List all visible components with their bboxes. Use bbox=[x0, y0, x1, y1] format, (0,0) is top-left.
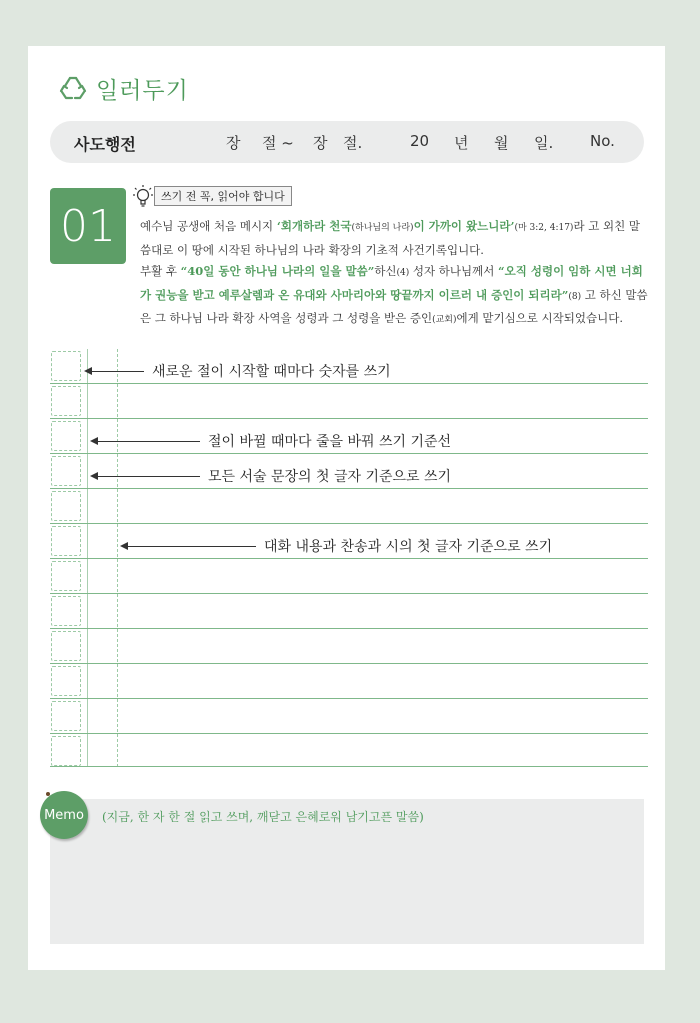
instruction-reference: (4) bbox=[396, 268, 410, 279]
tip-label: 쓰기 전 꼭, 읽어야 합니다 bbox=[154, 186, 292, 206]
guide-arrow-narrative bbox=[90, 466, 451, 486]
lightbulb-icon bbox=[132, 183, 154, 209]
verse-number-box[interactable] bbox=[51, 631, 81, 661]
instruction-note: (교회) bbox=[432, 315, 457, 326]
number-label: No. bbox=[590, 132, 615, 150]
verse-number-box[interactable] bbox=[51, 701, 81, 731]
pin-icon bbox=[46, 792, 50, 796]
rule-line bbox=[50, 628, 648, 629]
instruction-segment: 부활 후 bbox=[140, 264, 181, 279]
verse-number-box[interactable] bbox=[51, 561, 81, 591]
guide-arrow-verse-number bbox=[84, 361, 391, 381]
page-sheet bbox=[28, 46, 665, 970]
instruction-segment: 고 하신 말씀은 그 하나님 나라 확장 사역을 성령과 그 성령을 받은 증인 bbox=[140, 287, 648, 326]
rule-line bbox=[50, 488, 648, 489]
chapter-end-label: 장 bbox=[313, 134, 328, 152]
arrow-shaft bbox=[98, 441, 200, 442]
instruction-highlight: 이 가까이 왔느니라’ bbox=[413, 219, 515, 233]
guide-arrow-dialogue bbox=[120, 536, 552, 556]
writing-grid bbox=[50, 349, 650, 767]
instruction-highlight: ‘회개하라 천국 bbox=[276, 219, 352, 233]
year-prefix: 20 bbox=[410, 132, 430, 150]
rule-line bbox=[50, 523, 648, 524]
rule-line bbox=[50, 698, 648, 699]
year-label: 년 bbox=[454, 134, 469, 152]
verse-number-box[interactable] bbox=[51, 386, 81, 416]
instruction-highlight: “40일 동안 하나님 나라의 일을 말씀” bbox=[180, 264, 375, 279]
guide-label: 대화 내용과 찬송과 시의 첫 글자 기준으로 쓰기 bbox=[264, 539, 553, 555]
arrow-head-icon bbox=[90, 437, 98, 445]
memo-note: (지금, 한 자 한 절 읽고 쓰며, 깨닫고 은혜로워 남기고픈 말씀) bbox=[102, 810, 424, 824]
header bbox=[58, 72, 189, 104]
guide-arrow-line-break bbox=[90, 431, 451, 451]
verse-number-box[interactable] bbox=[51, 736, 81, 766]
arrow-head-icon bbox=[90, 472, 98, 480]
rule-line bbox=[50, 558, 648, 559]
verse-number-box[interactable] bbox=[51, 596, 81, 626]
arrow-shaft bbox=[92, 371, 144, 372]
info-bar bbox=[50, 121, 644, 163]
instruction-segment: 예수님 공생애 처음 메시지 bbox=[140, 219, 277, 233]
verse-number-box[interactable] bbox=[51, 351, 81, 381]
page-title: 일러두기 bbox=[96, 77, 189, 104]
rule-line bbox=[50, 663, 648, 664]
verse-number-box[interactable] bbox=[51, 491, 81, 521]
guide-label: 새로운 절이 시작할 때마다 숫자를 쓰기 bbox=[152, 364, 391, 380]
memo-badge: Memo bbox=[40, 791, 88, 839]
verse-number-box[interactable] bbox=[51, 456, 81, 486]
verse-number-box[interactable] bbox=[51, 526, 81, 556]
verse-end-label: 절. bbox=[343, 134, 363, 152]
verse-number-box[interactable] bbox=[51, 666, 81, 696]
verse-start-label: 절 ~ bbox=[262, 134, 294, 152]
verse-number-box[interactable] bbox=[51, 421, 81, 451]
rule-line bbox=[50, 383, 648, 384]
rule-line bbox=[50, 418, 648, 419]
tip-callout bbox=[132, 183, 292, 209]
instruction-segment: 라 고 외친 말씀대로 이 땅에 시작된 하나님의 나라 확장의 기초적 사건기록입니다. bbox=[140, 219, 640, 257]
month-label: 월 bbox=[494, 134, 509, 152]
instruction-reference: (8) bbox=[568, 291, 582, 302]
instruction-text bbox=[140, 216, 648, 332]
rule-line bbox=[50, 733, 648, 734]
arrow-shaft bbox=[128, 546, 256, 547]
instruction-segment: 성자 하나님께서 bbox=[409, 264, 499, 279]
guide-label: 모든 서술 문장의 첫 글자 기준으로 쓰기 bbox=[208, 469, 452, 485]
rule-line bbox=[50, 766, 648, 767]
instruction-segment: 하신 bbox=[374, 264, 397, 279]
arrow-head-icon bbox=[120, 542, 128, 550]
guide-label: 절이 바뀔 때마다 줄을 바꿔 쓰기 기준선 bbox=[208, 434, 452, 450]
arrow-shaft bbox=[98, 476, 200, 477]
instruction-highlight: “오직 성령이 임하 시면 너희가 권능을 받고 예루살렘과 온 유대와 사마리아와 땅끝까지 이르러 내 증인이 되리라” bbox=[140, 264, 643, 302]
arrow-head-icon bbox=[84, 367, 92, 375]
chapter-start-label: 장 bbox=[226, 134, 241, 152]
recycle-icon bbox=[58, 74, 88, 102]
section-number: 01 bbox=[50, 188, 126, 264]
instruction-reference: (마 3:2, 4:17) bbox=[514, 223, 574, 233]
book-name: 사도행전 bbox=[74, 135, 136, 154]
instruction-note: (하나님의 나라) bbox=[351, 223, 414, 233]
rule-line bbox=[50, 453, 648, 454]
rule-line bbox=[50, 593, 648, 594]
instruction-segment: 에게 맡기심으로 시작되었습니다. bbox=[456, 311, 623, 326]
day-label: 일. bbox=[534, 134, 554, 152]
